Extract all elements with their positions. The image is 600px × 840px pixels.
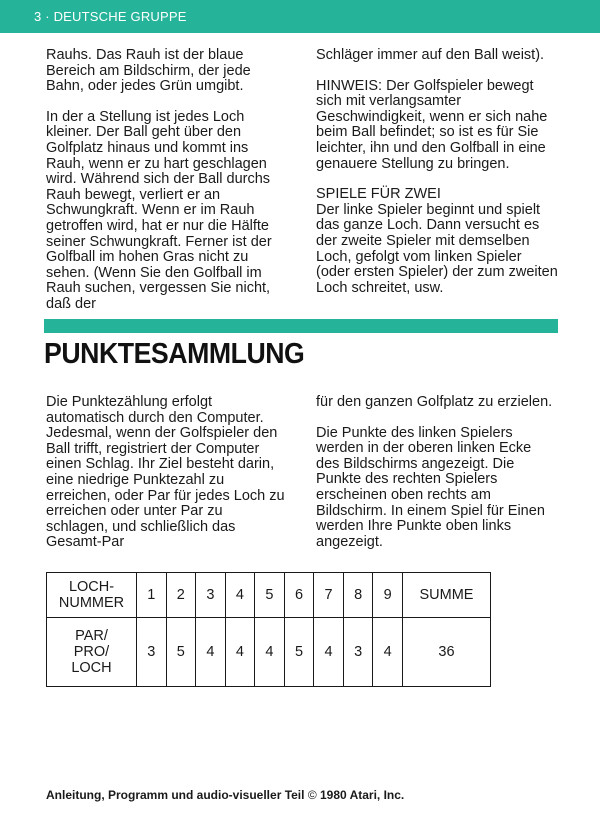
hole-number-cell: 9 <box>373 573 403 618</box>
par-header: PAR/ PRO/ LOCH <box>47 618 137 687</box>
hinweis-label: HINWEIS: <box>316 77 383 94</box>
hole-number-header: LOCH- NUMMER <box>47 573 137 618</box>
par-row <box>47 618 491 687</box>
par-cell: 4 <box>225 618 255 687</box>
hole-number-cell: 1 <box>137 573 167 618</box>
two-players-heading: SPIELE FÜR ZWEI <box>316 186 441 203</box>
scoring-left-column <box>46 395 286 566</box>
hole-number-cell: 5 <box>255 573 285 618</box>
section-title: PUNKTESAMMLUNG <box>44 338 305 370</box>
scoring-paragraph: Die Punktezählung erfolgt automatisch durch den Computer. Jedesmal, wenn der Golfspieler den Ball trifft, registriert der Computer einen Schlag. Ihr Ziel besteht darin, eine niedrige Punktezahl zu erreichen, oder Par für jedes Loch zu erreichen oder unter Par zu schlagen, und schließlich das Gesamt-Par <box>46 394 285 551</box>
par-cell: 5 <box>166 618 196 687</box>
hole-number-cell: 7 <box>314 573 344 618</box>
section-divider-band <box>44 319 558 333</box>
hole-number-cell: 3 <box>196 573 226 618</box>
top-left-column <box>46 48 286 328</box>
par-cell: 3 <box>137 618 167 687</box>
par-cell: 4 <box>314 618 344 687</box>
hinweis-paragraph <box>316 79 558 173</box>
hole-number-row <box>47 573 491 618</box>
par-table <box>46 572 491 687</box>
par-cell: 5 <box>284 618 314 687</box>
hole-number-cell: 6 <box>284 573 314 618</box>
scoring-right-column <box>316 395 558 565</box>
hole-number-cell: 2 <box>166 573 196 618</box>
par-cell: 4 <box>255 618 285 687</box>
hinweis-text: Der Golfspieler bewegt sich mit verlangsamter Geschwindigkeit, wenn er sich nahe beim Ball befindet; so ist es für Sie leichter, ihn und den Golfball in eine genauere Stellung zu bringen. <box>316 77 548 172</box>
sum-header: SUMME <box>403 573 491 618</box>
hole-number-cell: 8 <box>343 573 373 618</box>
par-cell: 4 <box>196 618 226 687</box>
par-total: 36 <box>403 618 491 687</box>
scoring-continued-paragraph: für den ganzen Golfplatz zu erzielen. <box>316 394 553 410</box>
a-position-paragraph: In der a Stellung ist jedes Loch kleiner. Der Ball geht über den Golfplatz hinaus und kommt ins Rauh, wenn er zu hart geschlagen wird. Während sich der Ball durchs Rauh bewegt, verliert er an Schwungkraft. Wenn er im Rauh getroffen wird, hat er nur die Hälfte seiner Schwungkraft. Ferner ist der Golfball im hohen Gras nicht zu sehen. (Wenn Sie den Golfball im Rauh suchen, vergessen Sie nicht, daß der <box>46 108 272 312</box>
top-right-column <box>316 48 558 311</box>
par-cell: 4 <box>373 618 403 687</box>
continued-paragraph: Schläger immer auf den Ball weist). <box>316 47 545 63</box>
page-label: 3 · DEUTSCHE GRUPPE <box>34 9 187 24</box>
par-cell: 3 <box>343 618 373 687</box>
rough-paragraph: Rauhs. Das Rauh ist der blaue Bereich am Bildschirm, der jede Bahn, oder jedes Grün umgibt. <box>46 47 251 95</box>
copyright-icon: © <box>307 788 317 802</box>
two-players-paragraph: Der linke Spieler beginnt und spielt das ganze Loch. Dann versucht es der zweite Spieler mit demselben Loch, gefolgt vom linken Spieler (oder ersten Spieler) der zum zweiten Loch schreitet, usw. <box>316 201 558 296</box>
hole-number-cell: 4 <box>225 573 255 618</box>
copyright-footer: Anleitung, Programm und audio-visueller Teil © 1980 Atari, Inc. <box>46 788 405 802</box>
score-display-paragraph: Die Punkte des linken Spielers werden in der oberen linken Ecke des Bildschirms angezeigt. Die Punkte des rechten Spielers erscheinen oben rechts am Bildschirm. In einem Spiel für Einen werden Ihre Punkte oben links angezeigt. <box>316 424 545 550</box>
